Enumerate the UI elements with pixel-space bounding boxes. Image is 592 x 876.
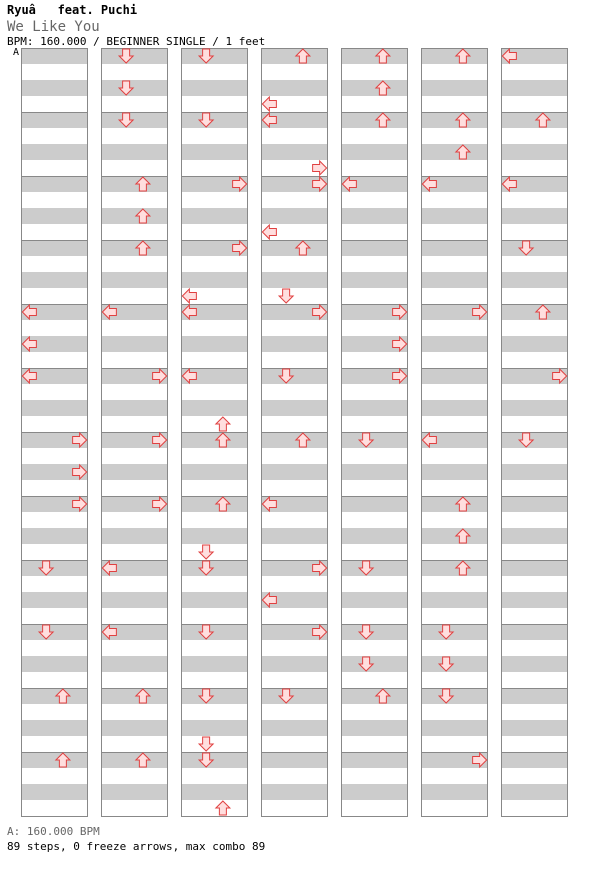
beat-stripe — [341, 720, 408, 736]
beat-stripe — [181, 208, 248, 224]
chart-column-7 — [501, 48, 568, 817]
beat-stripe — [181, 144, 248, 160]
beat-stripe — [341, 208, 408, 224]
beat-stripe — [101, 144, 168, 160]
beat-stripe — [501, 656, 568, 672]
beat-stripe — [181, 80, 248, 96]
beat-stripe — [21, 272, 88, 288]
beat-stripe — [501, 560, 568, 576]
beat-stripe — [341, 464, 408, 480]
chart-column-3 — [181, 48, 248, 817]
beat-stripe — [101, 176, 168, 192]
beat-stripe — [21, 592, 88, 608]
beat-stripe — [261, 720, 328, 736]
beat-stripe — [501, 112, 568, 128]
left-arrow-icon — [262, 225, 276, 239]
beat-stripe — [21, 720, 88, 736]
beat-stripe — [101, 208, 168, 224]
beat-stripe — [501, 496, 568, 512]
beat-stripe — [181, 496, 248, 512]
beat-stripe — [101, 336, 168, 352]
beat-stripe — [21, 80, 88, 96]
beat-stripe — [181, 656, 248, 672]
footer-bpm-list: A: 160.000 BPM — [7, 825, 100, 838]
beat-stripe — [101, 592, 168, 608]
beat-stripe — [261, 432, 328, 448]
beat-stripe — [341, 592, 408, 608]
beat-stripe — [341, 752, 408, 768]
beat-stripe — [21, 624, 88, 640]
beat-stripe — [261, 48, 328, 64]
beat-stripe — [21, 400, 88, 416]
beat-stripe — [421, 400, 488, 416]
chart-column-5 — [341, 48, 408, 817]
beat-stripe — [181, 336, 248, 352]
beat-stripe — [181, 784, 248, 800]
left-arrow-icon — [182, 289, 196, 303]
beat-stripe — [261, 368, 328, 384]
beat-stripe — [341, 240, 408, 256]
beat-stripe — [421, 528, 488, 544]
beat-stripe — [261, 400, 328, 416]
beat-stripe — [341, 144, 408, 160]
chart-column-4 — [261, 48, 328, 817]
beat-stripe — [101, 464, 168, 480]
beat-stripe — [341, 624, 408, 640]
beat-stripe — [421, 464, 488, 480]
beat-stripe — [501, 144, 568, 160]
beat-stripe — [501, 592, 568, 608]
song-title: We Like You — [7, 19, 100, 35]
beat-stripe — [101, 112, 168, 128]
beat-stripe — [501, 400, 568, 416]
beat-stripe — [421, 592, 488, 608]
left-arrow-icon — [262, 97, 276, 111]
beat-stripe — [21, 144, 88, 160]
beat-stripe — [21, 112, 88, 128]
beat-stripe — [421, 80, 488, 96]
beat-stripe — [181, 592, 248, 608]
beat-stripe — [421, 336, 488, 352]
up-arrow-icon — [216, 417, 230, 431]
beat-stripe — [21, 560, 88, 576]
beat-stripe — [261, 208, 328, 224]
beat-stripe — [261, 336, 328, 352]
beat-stripe — [101, 400, 168, 416]
up-arrow-icon — [216, 801, 230, 815]
beat-stripe — [341, 432, 408, 448]
beat-stripe — [421, 656, 488, 672]
beat-stripe — [101, 240, 168, 256]
beat-stripe — [421, 208, 488, 224]
beat-stripe — [181, 688, 248, 704]
beat-stripe — [21, 240, 88, 256]
beat-stripe — [341, 784, 408, 800]
beat-stripe — [421, 368, 488, 384]
beat-stripe — [261, 144, 328, 160]
beat-stripe — [21, 656, 88, 672]
beat-stripe — [261, 688, 328, 704]
beat-stripe — [181, 432, 248, 448]
beat-stripe — [261, 240, 328, 256]
chart-info: BPM: 160.000 / BEGINNER SINGLE / 1 feet — [7, 35, 266, 48]
beat-stripe — [501, 720, 568, 736]
beat-stripe — [341, 528, 408, 544]
beat-stripe — [181, 528, 248, 544]
beat-stripe — [21, 48, 88, 64]
beat-stripe — [501, 464, 568, 480]
beat-stripe — [101, 688, 168, 704]
artist-name: Ryuâ feat. Puchi — [7, 3, 138, 17]
beat-stripe — [181, 400, 248, 416]
beat-stripe — [341, 688, 408, 704]
beat-stripe — [501, 208, 568, 224]
chart-column-2 — [101, 48, 168, 817]
beat-stripe — [261, 272, 328, 288]
beat-stripe — [101, 720, 168, 736]
beat-stripe — [181, 752, 248, 768]
beat-stripe — [501, 752, 568, 768]
beat-stripe — [421, 720, 488, 736]
beat-stripe — [421, 240, 488, 256]
beat-stripe — [261, 528, 328, 544]
beat-stripe — [501, 784, 568, 800]
beat-stripe — [21, 208, 88, 224]
beat-stripe — [21, 784, 88, 800]
chart-column-1 — [21, 48, 88, 817]
beat-stripe — [421, 624, 488, 640]
beat-stripe — [261, 656, 328, 672]
beat-stripe — [261, 80, 328, 96]
beat-stripe — [421, 560, 488, 576]
beat-stripe — [101, 80, 168, 96]
beat-stripe — [421, 688, 488, 704]
beat-stripe — [181, 720, 248, 736]
beat-stripe — [501, 240, 568, 256]
bpm-marker-label: A — [13, 47, 20, 58]
beat-stripe — [421, 784, 488, 800]
beat-stripe — [341, 656, 408, 672]
footer-step-stats: 89 steps, 0 freeze arrows, max combo 89 — [7, 840, 266, 853]
beat-stripe — [101, 784, 168, 800]
beat-stripe — [261, 464, 328, 480]
beat-stripe — [341, 80, 408, 96]
beat-stripe — [341, 400, 408, 416]
beat-stripe — [421, 112, 488, 128]
beat-stripe — [21, 688, 88, 704]
down-arrow-icon — [279, 289, 293, 303]
beat-stripe — [181, 112, 248, 128]
beat-stripe — [261, 752, 328, 768]
beat-stripe — [341, 112, 408, 128]
beat-stripe — [181, 624, 248, 640]
beat-stripe — [341, 496, 408, 512]
beat-stripe — [101, 272, 168, 288]
beat-stripe — [501, 528, 568, 544]
beat-stripe — [181, 48, 248, 64]
beat-stripe — [101, 752, 168, 768]
beat-stripe — [181, 272, 248, 288]
beat-stripe — [421, 144, 488, 160]
beat-stripe — [261, 784, 328, 800]
beat-stripe — [341, 560, 408, 576]
beat-stripe — [181, 560, 248, 576]
beat-stripe — [501, 432, 568, 448]
beat-stripe — [21, 752, 88, 768]
beat-stripe — [421, 48, 488, 64]
beat-stripe — [501, 336, 568, 352]
beat-stripe — [101, 656, 168, 672]
beat-stripe — [501, 688, 568, 704]
beat-stripe — [501, 80, 568, 96]
beat-stripe — [101, 528, 168, 544]
beat-stripe — [501, 624, 568, 640]
right-arrow-icon — [313, 161, 327, 175]
beat-stripe — [421, 272, 488, 288]
beat-stripe — [21, 176, 88, 192]
beat-stripe — [21, 528, 88, 544]
beat-stripe — [501, 304, 568, 320]
beat-stripe — [421, 496, 488, 512]
beat-stripe — [341, 48, 408, 64]
down-arrow-icon — [199, 737, 213, 751]
beat-stripe — [101, 48, 168, 64]
chart-column-6 — [421, 48, 488, 817]
down-arrow-icon — [199, 545, 213, 559]
beat-stripe — [341, 272, 408, 288]
beat-stripe — [181, 464, 248, 480]
beat-stripe — [501, 272, 568, 288]
